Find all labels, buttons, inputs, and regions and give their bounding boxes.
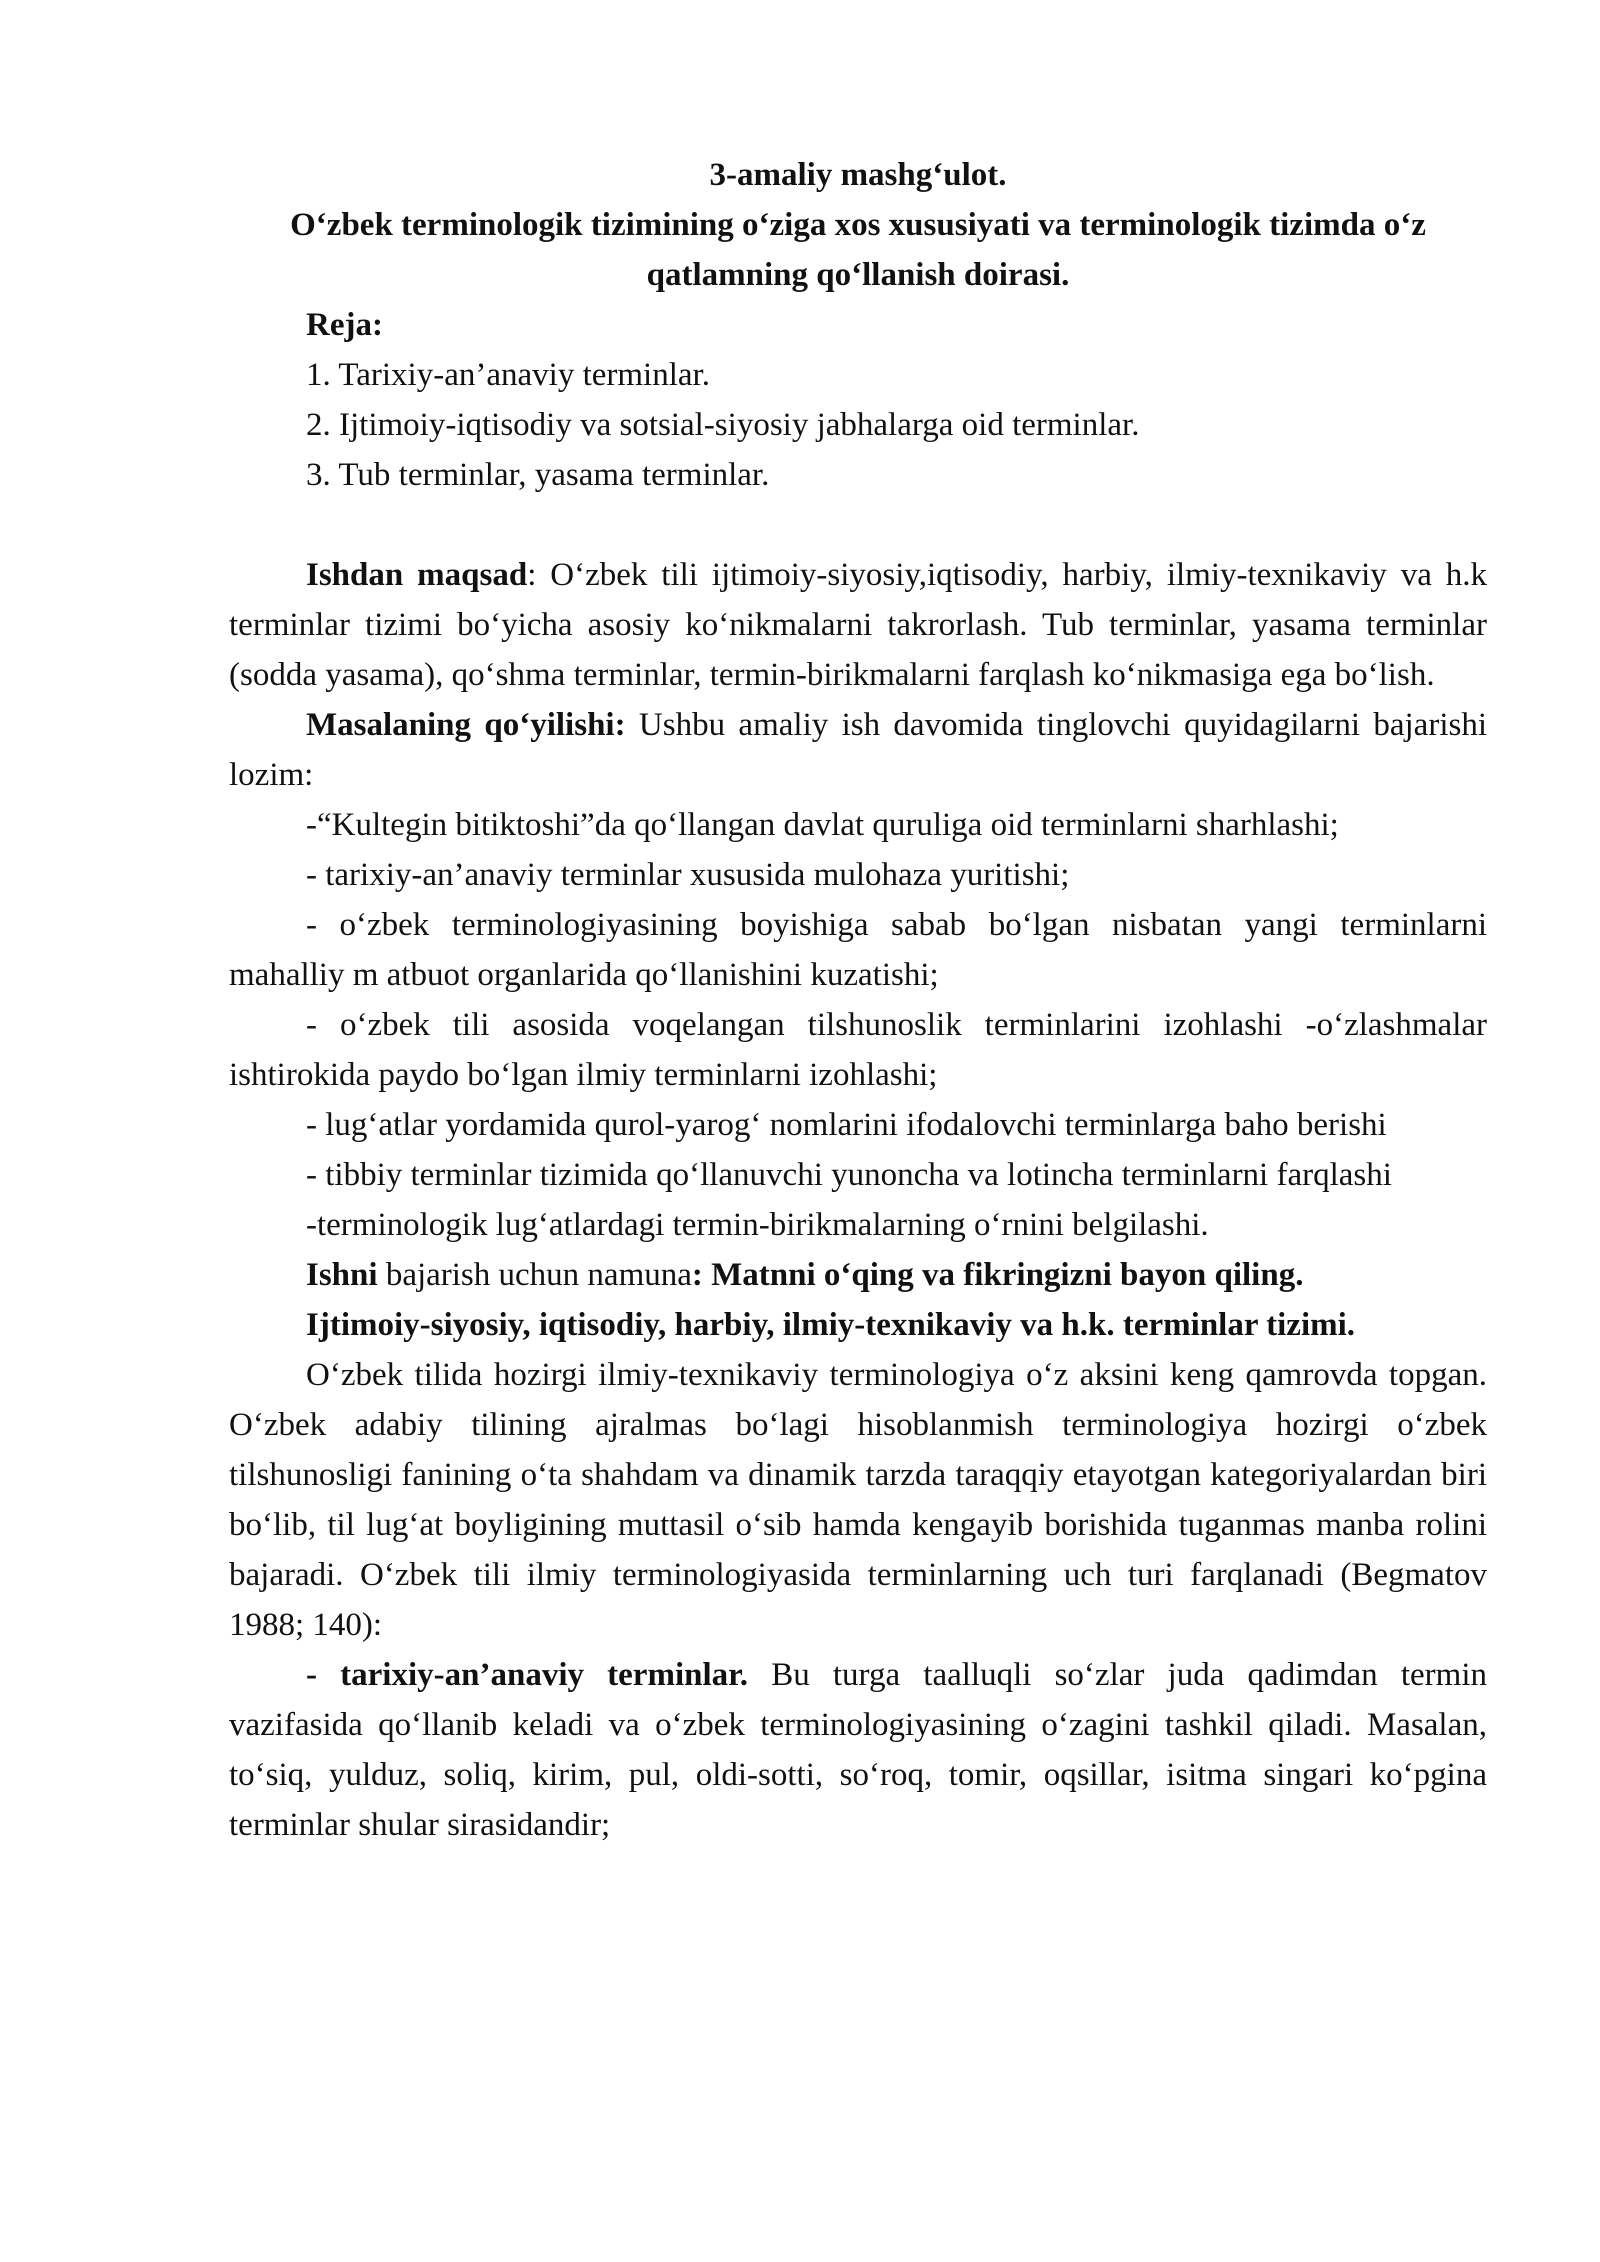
- body-paragraph: O‘zbek tilida hozirgi ilmiy-texnikaviy terminologiya o‘z aksini keng qamrovda topgan. O‘zbek adabiy tilining ajralmas bo‘lagi hisoblanmish terminologiya hozirgi o‘zbek tilshunosligi fanining o‘ta shahdam va dinamik tarzda taraqqiy etayotgan kategoriyalardan biri bo‘lib, til lug‘at boyligining muttasil o‘sib hamda kengayib borishida tuganmas manba rolini bajaradi. O‘zbek tili ilmiy terminologiyasida terminlarning uch turi farqlanadi (Begmatov 1988; 140):: [229, 1357, 1487, 1643]
- task-item-7: -terminologik lug‘atlardagi termin-birikmalarning o‘rnini belgilashi.: [306, 1207, 1209, 1243]
- sample-instruction: : Matnni o‘qing va fikringizni bayon qiling.: [691, 1257, 1304, 1293]
- goal-paragraph: [229, 550, 1487, 700]
- spacer: [229, 500, 1487, 550]
- sample-label: Ishni: [306, 1257, 378, 1293]
- task-paragraph: [229, 700, 1487, 800]
- historical-label: - tarixiy-an’anaviy terminlar.: [306, 1657, 749, 1693]
- sample-paragraph: [229, 1250, 1487, 1300]
- goal-text: : O‘zbek tili ijtimoiy-siyosiy,iqtisodiy, harbiy, ilmiy-texnikaviy va h.k terminlar tizimi bo‘yicha asosiy ko‘nikmalarni takrorlash. Tub terminlar, yasama terminlar (sodda yasama), qo‘shma terminlar, termin-birikmalarni farqlash ko‘nikmasiga ega bo‘lish.: [229, 557, 1487, 693]
- task-item-2: - tarixiy-an’anaviy terminlar xususida mulohaza yuritishi;: [306, 857, 1070, 893]
- task-item-3: - o‘zbek terminologiyasining boyishiga sabab bo‘lgan nisbatan yangi terminlarni mahalliy m atbuot organlarida qo‘llanishini kuzatishi;: [229, 907, 1487, 993]
- historical-text: Bu turga taalluqli so‘zlar juda qadimdan termin vazifasida qo‘llanib keladi va o‘zbek terminologiyasining o‘zagini tashkil qiladi. Masalan, to‘siq, yulduz, soliq, kirim, pul, oldi-sotti, so‘roq, tomir, oqsillar, isitma singari ko‘pgina terminlar shular sirasidandir;: [229, 1657, 1487, 1843]
- document-title: [229, 150, 1487, 300]
- task-item-5: - lug‘atlar yordamida qurol-yarog‘ nomlarini ifodalovchi terminlarga baho berishi: [306, 1107, 1387, 1143]
- task-label: Masalaning qo‘yilishi:: [306, 707, 626, 743]
- plan-item-1: 1. Tarixiy-an’anaviy terminlar.: [306, 357, 710, 393]
- plan-item-2: 2. Ijtimoiy-iqtisodiy va sotsial-siyosiy jabhalarga oid terminlar.: [306, 407, 1140, 443]
- document-page: [229, 150, 1487, 1850]
- title-line-1: 3-amaliy mashg‘ulot.: [709, 157, 1007, 193]
- plan-heading: Reja:: [306, 307, 383, 343]
- title-line-2: O‘zbek terminologik tizimining o‘ziga xos xususiyati va terminologik tizimda o‘z qatlamning qo‘llanish doirasi.: [290, 207, 1426, 293]
- plan-item-3: 3. Tub terminlar, yasama terminlar.: [306, 457, 770, 493]
- section-heading: Ijtimoiy-siyosiy, iqtisodiy, harbiy, ilmiy-texnikaviy va h.k. terminlar tizimi.: [306, 1307, 1356, 1343]
- task-item-1: -“Kultegin bitiktoshi”da qo‘llangan davlat quruliga oid terminlarni sharhlashi;: [306, 807, 1339, 843]
- task-text: Ushbu amaliy ish davomida tinglovchi quyidagilarni bajarishi lozim:: [229, 707, 1487, 793]
- task-item-6: - tibbiy terminlar tizimida qo‘llanuvchi yunoncha va lotincha terminlarni farqlashi: [306, 1157, 1392, 1193]
- goal-label: Ishdan maqsad: [306, 557, 528, 593]
- sample-middle: bajarish uchun namuna: [377, 1257, 692, 1293]
- historical-paragraph: [229, 1650, 1487, 1850]
- task-item-4: - o‘zbek tili asosida voqelangan tilshunoslik terminlarini izohlashi -o‘zlashmalar ishtirokida paydo bo‘lgan ilmiy terminlarni izohlashi;: [229, 1007, 1487, 1093]
